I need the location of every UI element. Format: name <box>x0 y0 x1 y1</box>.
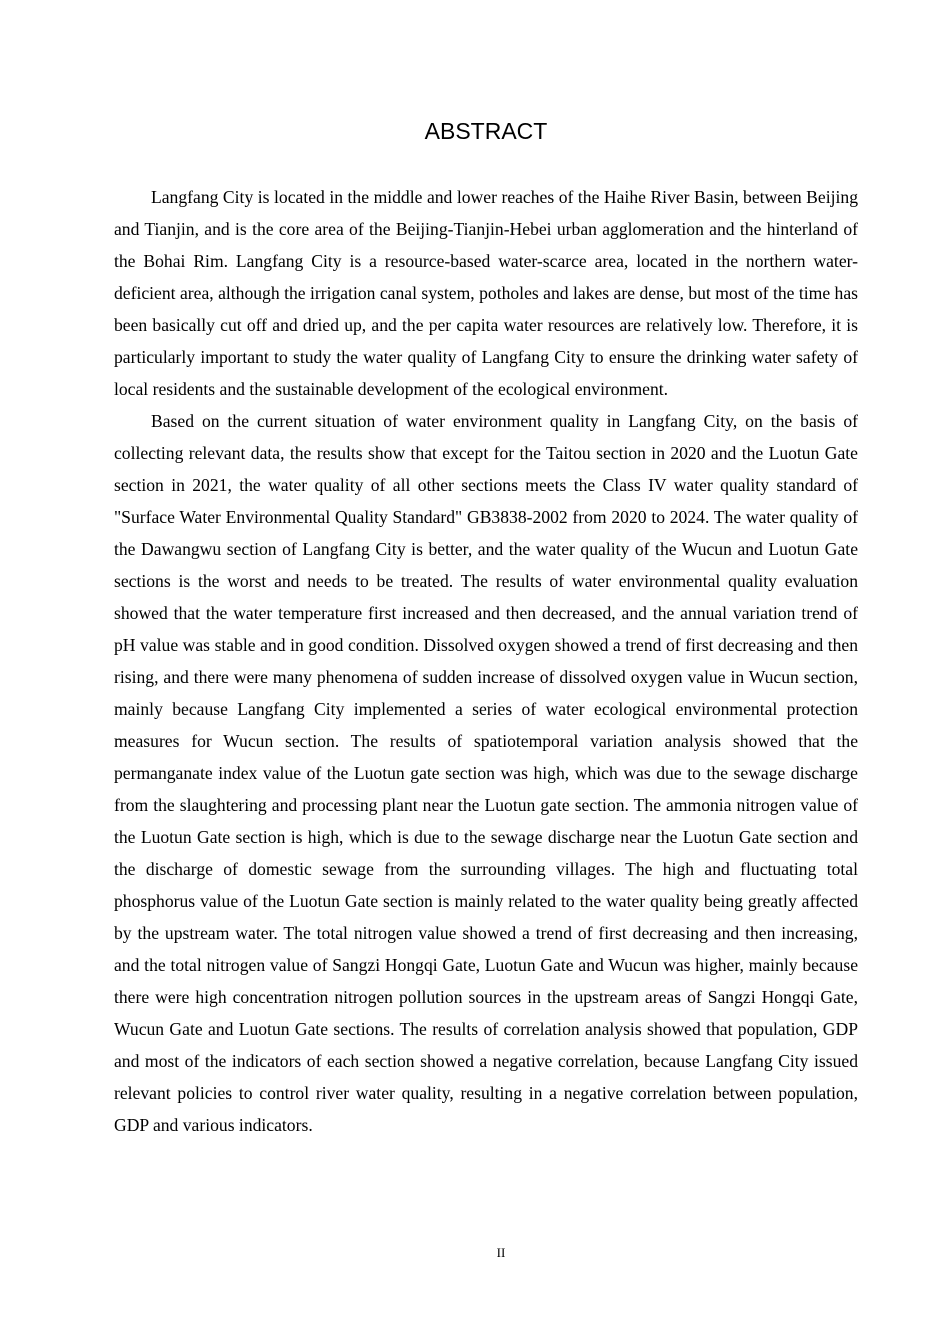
abstract-body <box>114 181 858 1141</box>
page-number: II <box>496 1245 506 1260</box>
abstract-heading: ABSTRACT <box>424 118 548 144</box>
abstract-paragraph-1: Langfang City is located in the middle and lower reaches of the Haihe River Basin, between Beijing and Tianjin, and is the core area of the Beijing-Tianjin-Hebei urban agglomeration and the hinterland of the Bohai Rim. Langfang City is a resource-based water-scarce area, located in the northern water-deficient area, although the irrigation canal system, potholes and lakes are dense, but most of the time has been basically cut off and dried up, and the per capita water resources are relatively low. Therefore, it is particularly important to study the water quality of Langfang City to ensure the drinking water safety of local residents and the sustainable development of the ecological environment. <box>114 187 858 399</box>
abstract-paragraph-2: Based on the current situation of water environment quality in Langfang City, on the basis of collecting relevant data, the results show that except for the Taitou section in 2020 and the Luotun Gate section in 2021, the water quality of all other sections meets the Class IV water quality standard of "Surface Water Environmental Quality Standard" GB3838-2002 from 2020 to 2024. The water quality of the Dawangwu section of Langfang City is better, and the water quality of the Wucun and Luotun Gate sections is the worst and needs to be treated. The results of water environmental quality evaluation showed that the water temperature first increased and then decreased, and the annual variation trend of pH value was stable and in good condition. Dissolved oxygen showed a trend of first decreasing and then rising, and there were many phenomena of sudden increase of dissolved oxygen value in Wucun section, mainly because Langfang City implemented a series of water ecological environmental protection measures for Wucun section. The results of spatiotemporal variation analysis showed that the permanganate index value of the Luotun gate section was high, which was due to the sewage discharge from the slaughtering and processing plant near the Luotun gate section. The ammonia nitrogen value of the Luotun Gate section is high, which is due to the sewage discharge near the Luotun Gate section and the discharge of domestic sewage from the surrounding villages. The high and fluctuating total phosphorus value of the Luotun Gate section is mainly related to the water quality being greatly affected by the upstream water. The total nitrogen value showed a trend of first decreasing and then increasing, and the total nitrogen value of Sangzi Hongqi Gate, Luotun Gate and Wucun was higher, mainly because there were high concentration nitrogen pollution sources in the upstream areas of Sangzi Hongqi Gate, Wucun Gate and Luotun Gate sections. The results of correlation analysis showed that population, GDP and most of the indicators of each section showed a negative correlation, because Langfang City issued relevant policies to control river water quality, resulting in a negative correlation between population, GDP and various indicators. <box>114 411 858 1135</box>
